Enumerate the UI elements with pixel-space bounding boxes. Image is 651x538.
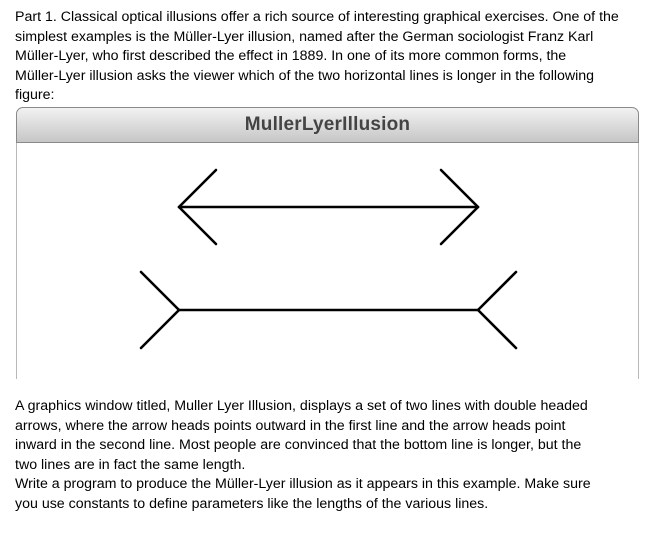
description-line: Write a program to produce the Müller-Lyer illusion as it appears in this example. Make sure [15,476,591,493]
graphics-window [16,107,639,379]
bottom-line-group [141,272,516,348]
top-right-arrowhead-lower [441,207,478,244]
intro-paragraph [15,8,641,106]
description-paragraph [15,397,641,515]
description-line: A graphics window titled, Muller Lyer Illusion, displays a set of two lines with double headed [15,398,588,414]
intro-line: Müller-Lyer, who first described the effect in 1889. In one of its more common forms, the [15,48,567,65]
top-right-arrowhead-upper [441,170,478,207]
graphics-canvas [16,143,639,379]
bottom-right-arrowhead-lower [478,310,516,348]
top-left-arrowhead-lower [179,207,216,244]
intro-line: Part 1. Classical optical illusions offer a rich source of interesting graphical exercises. One of the [15,9,619,25]
top-left-arrowhead-upper [179,170,216,207]
muller-lyer-figure [17,143,638,379]
intro-line: Müller-Lyer illusion asks the viewer which of the two horizontal lines is longer in the following [15,67,595,84]
description-line: two lines are in fact the same length. [15,456,246,473]
top-line-group [179,170,478,244]
description-line: inward in the second line. Most people are convinced that the bottom line is longer, but the [15,437,582,454]
bottom-left-arrowhead-upper [141,272,179,310]
description-line: you use constants to define parameters like the lengths of the various lines. [15,495,489,512]
window-title-bar[interactable] [16,107,639,143]
intro-line: figure: [15,87,55,104]
bottom-right-arrowhead-upper [478,272,516,310]
bottom-left-arrowhead-lower [141,310,179,348]
window-title: MullerLyerIllusion [244,114,411,135]
intro-line: simplest examples is the Müller-Lyer illusion, named after the German sociologist Franz Karl [15,28,594,45]
description-line: arrows, where the arrow heads points outward in the first line and the arrow heads point [15,417,566,434]
